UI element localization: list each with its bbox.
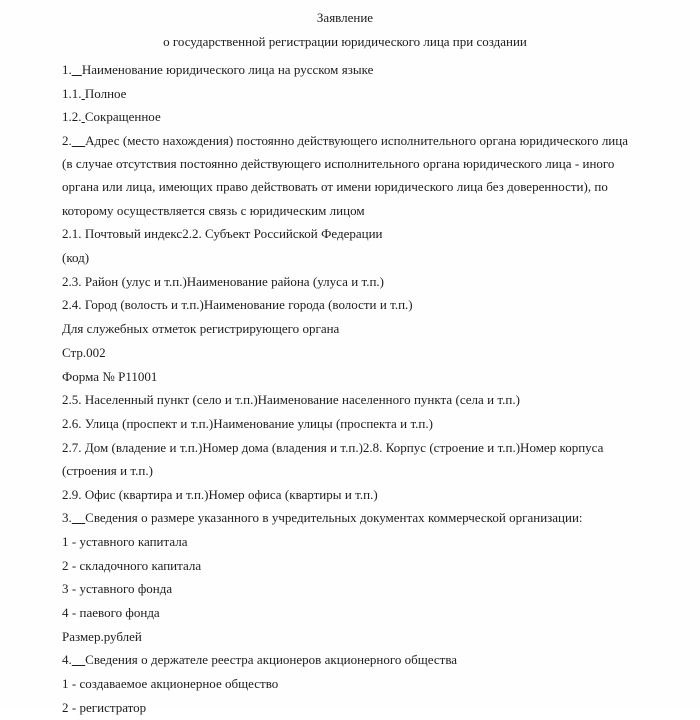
- item-3-size-field: Размер.рублей: [62, 628, 142, 644]
- item-2-4: 2.4. Город (волость и т.п.)Наименование города (волости и т.п.): [62, 297, 413, 313]
- item-3-option-4: 4 - паевого фонда: [62, 605, 160, 621]
- item-2-label: Адрес (место нахождения) постоянно действующего исполнительного органа юридического лица (в случае отсутствия постоянно действующего исполнительного органа юридического лица - иного органа или лица, имеющих право действовать от имени юридического лица без доверенности), по которому осуществляется связь с юридическим лицом: [62, 133, 628, 218]
- item-1-gap: [72, 62, 82, 77]
- item-2: [62, 129, 628, 222]
- item-2-number: 2.: [62, 133, 72, 149]
- item-4-option-1: 1 - создаваемое акционерное общество: [62, 676, 279, 692]
- page-marker: Стр.002: [62, 344, 106, 360]
- item-2-gap: [72, 133, 85, 148]
- item-2-9: 2.9. Офис (квартира и т.п.)Номер офиса (квартиры и т.п.): [62, 486, 378, 502]
- item-2-6: 2.6. Улица (проспект и т.п.)Наименование улицы (проспекта и т.п.): [62, 415, 433, 431]
- item-3: [62, 506, 628, 529]
- form-number: Форма № Р11001: [62, 368, 158, 384]
- item-3-option-1: 1 - уставного капитала: [62, 533, 188, 549]
- item-1-1-number: 1.1.: [62, 85, 82, 101]
- item-1-2-label: Сокращенное: [84, 109, 161, 125]
- item-4-label: Сведения о держателе реестра акционеров акционерного общества: [85, 652, 458, 668]
- item-1-2: [62, 105, 628, 128]
- item-2-3: 2.3. Район (улус и т.п.)Наименование района (улуса и т.п.): [62, 273, 385, 289]
- item-3-option-2: 2 - складочного капитала: [62, 557, 202, 573]
- item-4-option-2: 2 - регистратор: [62, 699, 147, 715]
- item-1-1-label: Полное: [84, 85, 127, 101]
- item-2-5: 2.5. Населенный пункт (село и т.п.)Наименование населенного пункта (села и т.п.): [62, 392, 520, 408]
- item-2-1: 2.1. Почтовый индекс2.2. Субъект Российской Федерации: [62, 226, 383, 242]
- item-3-gap: [72, 510, 85, 525]
- item-3-option-3: 3 - уставного фонда: [62, 581, 173, 597]
- item-2-7: 2.7. Дом (владение и т.п.)Номер дома (владения и т.п.)2.8. Корпус (строение и т.п.)Номер корпуса (строения и т.п.): [62, 439, 604, 478]
- item-1-number: 1.: [62, 61, 72, 77]
- service-marks-note: Для служебных отметок регистрирующего органа: [62, 321, 340, 337]
- item-3-label: Сведения о размере указанного в учредительных документах коммерческой организации:: [85, 510, 583, 526]
- item-4-gap: [72, 652, 85, 667]
- document-body: [62, 6, 628, 720]
- item-2-1-code: (код): [62, 250, 90, 266]
- item-4-number: 4.: [62, 652, 72, 668]
- item-1-label: Наименование юридического лица на русском языке: [81, 61, 374, 77]
- item-1: [62, 58, 628, 81]
- item-1-1: [62, 82, 628, 105]
- item-1-2-number: 1.2.: [62, 109, 82, 125]
- document-subtitle: о государственной регистрации юридического лица при создании: [163, 33, 527, 49]
- item-3-number: 3.: [62, 510, 72, 526]
- document-title: Заявление: [316, 10, 374, 25]
- item-4: [62, 648, 628, 671]
